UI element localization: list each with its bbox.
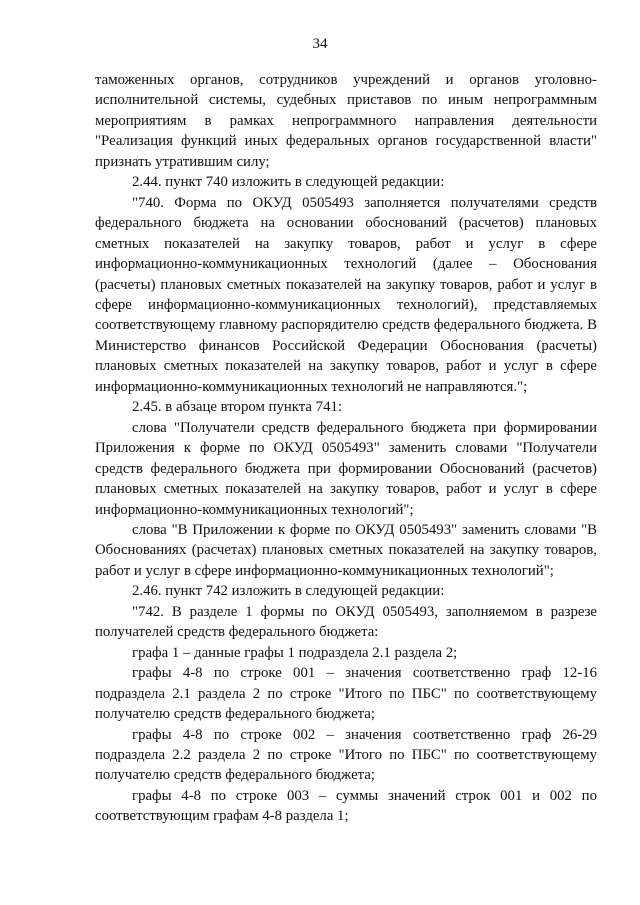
paragraph-item-2-44: 2.44. пункт 740 изложить в следующей редакции: [132, 174, 445, 191]
paragraph-column-1: графа 1 – данные графы 1 подраздела 2.1 раздела 2; [132, 644, 458, 661]
paragraph-item-742: "742. В разделе 1 формы по ОКУД 0505493, заполняемом в разрезе получателей средств федерального бюджета: [95, 603, 597, 641]
paragraph-continuation: таможенных органов, сотрудников учреждений и органов уголовно-исполнительной системы, судебных приставов по иным непрограммным мероприятиям в рамках непрограммного направления деятельности "Реализация функций иных федеральных органов государственной власти" признать утратившим силу; [95, 72, 597, 170]
paragraph-item-740: "740. Форма по ОКУД 0505493 заполняется получателями средств федерального бюджета на основании обоснований (расчетов) плановых сметных показателей на закупку товаров, работ и услуг в сфере информационно-коммуникационных технологий (далее – Обоснования (расчеты) плановых сметных показателей на закупку товаров, работ и услуг в сфере информационно-коммуникационных технологий), представляемых соответствующему главному распорядителю средств федерального бюджета. В Министерство финансов Российской Федерации Обоснования (расчеты) плановых сметных показателей на закупку товаров, работ и услуг в сфере информационно-коммуникационных технологий не направляются."; [95, 194, 597, 395]
paragraph-replace-words-1: слова "Получатели средств федерального бюджета при формировании Приложения к форме по ОКУД 0505493" заменить словами "Получатели средств федерального бюджета при формировании Обоснований (расчетов) плановых сметных показателей на закупку товаров, работ и услуг в сфере информационно-коммуникационных технологий"; [95, 419, 597, 518]
page-number: 34 [312, 36, 328, 52]
paragraph-columns-row-003: графы 4-8 по строке 003 – суммы значений строк 001 и 002 по соответствующим графам 4-8 раздела 1; [95, 787, 597, 825]
paragraph-item-2-45: 2.45. в абзаце втором пункта 741: [132, 399, 342, 416]
paragraph-columns-row-001: графы 4-8 по строке 001 – значения соответственно граф 12-16 подраздела 2.1 раздела 2 по строке "Итого по ПБС" по соответствующему получателю средств федерального бюджета; [95, 665, 597, 723]
document-body [95, 70, 597, 827]
paragraph-item-2-46: 2.46. пункт 742 изложить в следующей редакции: [132, 583, 445, 600]
paragraph-replace-words-2: слова "В Приложении к форме по ОКУД 0505493" заменить словами "В Обоснованиях (расчетах) плановых сметных показателей на закупку товаров, работ и услуг в сфере информационно-коммуникационных технологий"; [95, 521, 597, 579]
paragraph-columns-row-002: графы 4-8 по строке 002 – значения соответственно граф 26-29 подраздела 2.2 раздела 2 по строке "Итого по ПБС" по соответствующему получателю средств федерального бюджета; [95, 726, 597, 784]
